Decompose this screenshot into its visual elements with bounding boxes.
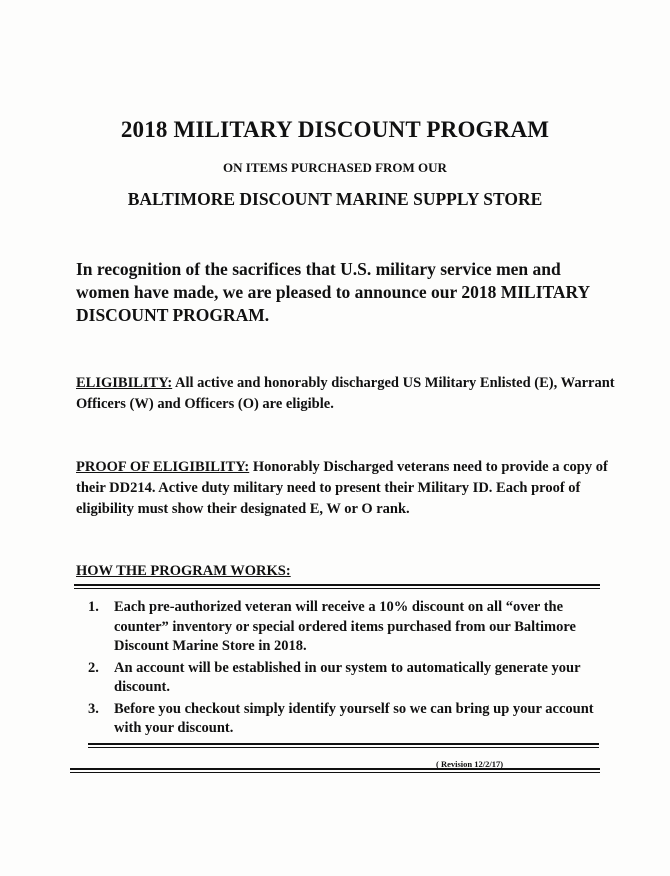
proof-heading: PROOF OF ELIGIBILITY: (76, 459, 250, 475)
eligibility-heading: ELIGIBILITY: (76, 375, 173, 391)
divider (88, 747, 599, 748)
program-steps-list (88, 598, 608, 741)
page-subtitle: ON ITEMS PURCHASED FROM OUR (223, 160, 447, 175)
list-item (88, 659, 608, 698)
list-item (88, 700, 608, 739)
list-item-number: 3. (88, 700, 99, 717)
page-title: 2018 MILITARY DISCOUNT PROGRAM (120, 117, 550, 142)
revision-note: ( Revision 12/2/17) (436, 759, 504, 769)
store-name: BALTIMORE DISCOUNT MARINE SUPPLY STORE (127, 189, 543, 209)
divider (70, 768, 600, 770)
how-heading: HOW THE PROGRAM WORKS: (76, 563, 291, 579)
divider (74, 584, 600, 586)
intro-paragraph: In recognition of the sacrifices that U.S. military service men and women have made, we are pleased to announce our 2018 MILITARY DISCOUNT PROGRAM. (76, 259, 590, 325)
list-item-number: 1. (88, 599, 99, 615)
eligibility-text: All active and honorably discharged US Military Enlisted (E), Warrant Officers (W) and Officers (O) are eligible. (76, 375, 615, 412)
list-item-text: Each pre-authorized veteran will receive a 10% discount on all “over the counter” inventory or special ordered items purchased from our Baltimore Discount Marine Store in 2018. (114, 599, 576, 654)
divider (74, 588, 600, 589)
divider (70, 772, 600, 773)
list-item-number: 2. (88, 659, 99, 676)
proof-text: Honorably Discharged veterans need to provide a copy of their DD214. Active duty military need to present their Military ID. Each proof of eligibility must show their designated E, W or O rank. (76, 459, 608, 517)
proof-section (76, 457, 616, 520)
list-item-text: An account will be established in our system to automatically generate your discount. (114, 659, 581, 695)
eligibility-section (76, 373, 616, 415)
list-item-text: Before you checkout simply identify yourself so we can bring up your account with your discount. (114, 700, 594, 736)
list-item (88, 598, 608, 657)
divider (88, 743, 599, 745)
